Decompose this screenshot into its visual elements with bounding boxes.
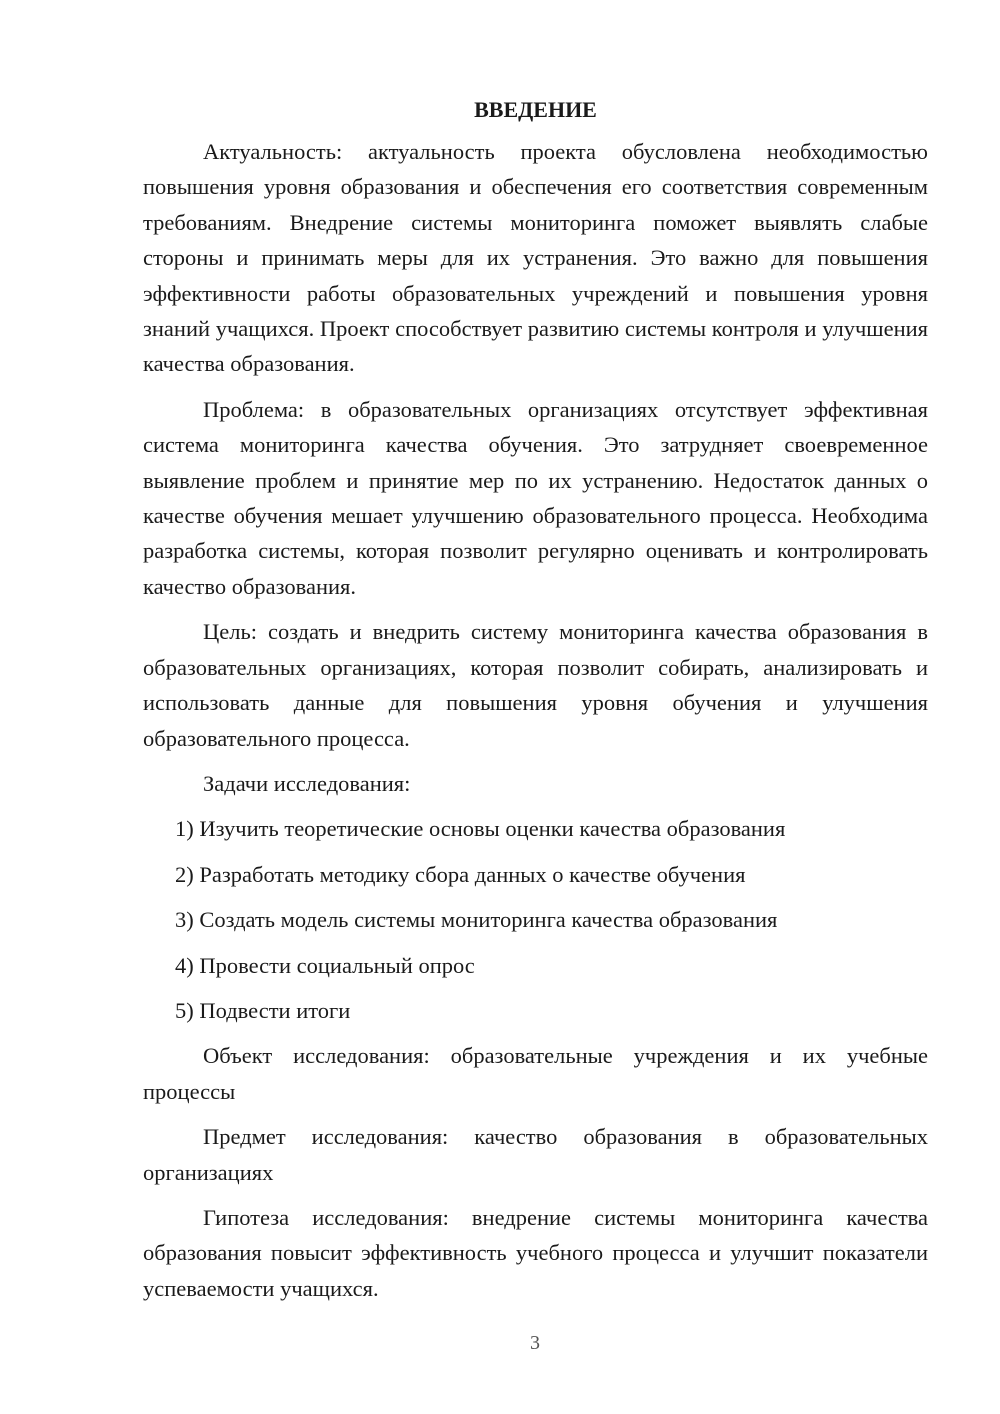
problem-paragraph: Проблема: в образовательных организациях отсутствует эффективная система мониторинга качества обучения. Это затрудняет своевременное выявление проблем и принятие мер по их устранению. Недостаток данных о качестве обучения мешает улучшению образовательного процесса. Необходима разработка системы, которая позволит регулярно оценивать и контролировать качество образования. <box>143 396 928 599</box>
task-item-1: 1) Изучить теоретические основы оценки качества образования <box>175 816 786 842</box>
document-page <box>143 92 928 1316</box>
task-item-2: 2) Разработать методику сбора данных о качестве обучения <box>175 861 746 887</box>
page-title: ВВЕДЕНИЕ <box>474 97 597 122</box>
goal-paragraph: Цель: создать и внедрить систему мониторинга качества образования в образовательных организациях, которая позволит собирать, анализировать и использовать данные для повышения уровня обучения и улучшения образовательного процесса. <box>143 619 928 751</box>
task-item-4: 4) Провести социальный опрос <box>175 952 475 978</box>
task-item-5: 5) Подвести итоги <box>175 997 351 1023</box>
task-item-3: 3) Создать модель системы мониторинга качества образования <box>175 907 778 933</box>
relevance-paragraph: Актуальность: актуальность проекта обусловлена необходимостью повышения уровня образования и обеспечения его соответствия современным требованиям. Внедрение системы мониторинга поможет выявлять слабые стороны и принимать меры для их устранения. Это важно для повышения эффективности работы образовательных учреждений и повышения уровня знаний учащихся. Проект способствует развитию системы контроля и улучшения качества образования. <box>143 139 928 377</box>
tasks-heading: Задачи исследования: <box>203 770 411 796</box>
subject-paragraph: Предмет исследования: качество образования в образовательных организациях <box>143 1124 928 1185</box>
page-number: 3 <box>530 1332 540 1354</box>
hypothesis-paragraph: Гипотеза исследования: внедрение системы мониторинга качества образования повысит эффективность учебного процесса и улучшит показатели успеваемости учащихся. <box>143 1204 928 1301</box>
object-paragraph: Объект исследования: образовательные учреждения и их учебные процессы <box>143 1043 928 1104</box>
